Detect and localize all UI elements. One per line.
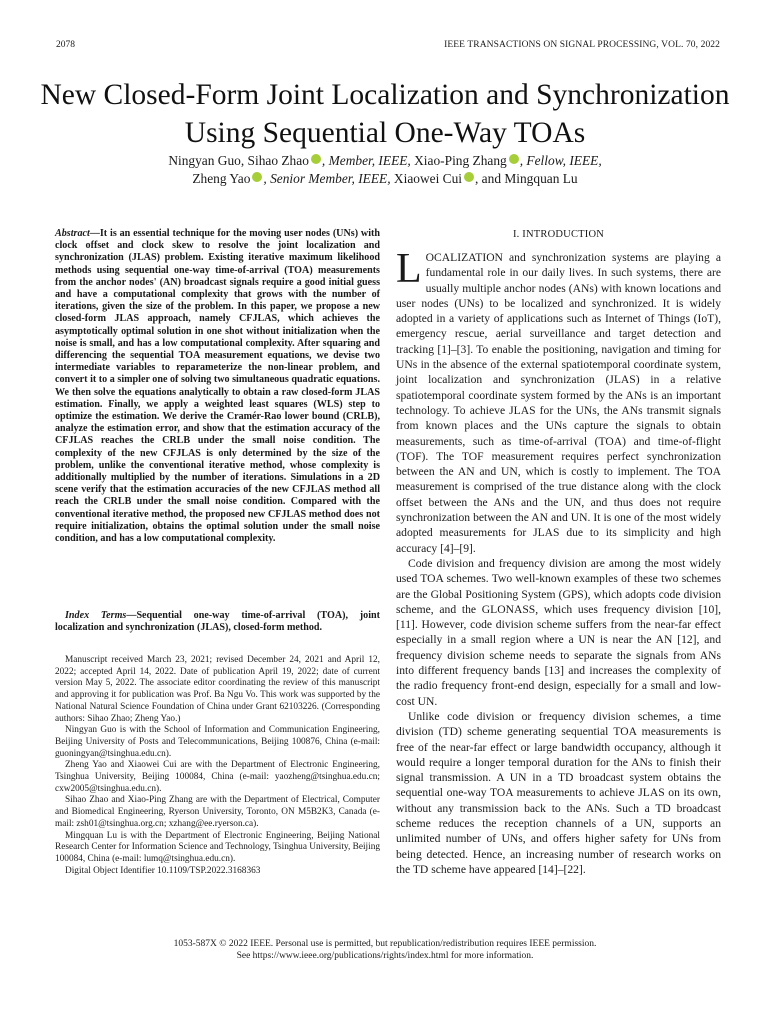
footnote: Ningyan Guo is with the School of Information and Communication Engineering, Beijing University of Posts and Telecommunications, Beijing 100876, China (e-mail: guoningyan@tsinghua.edu.cn). [55, 725, 380, 759]
footnote: Manuscript received March 23, 2021; revised December 24, 2021 and April 12, 2022; accepted April 14, 2022. Date of publication April 19, 2022; date of current version May 5, 2022. The associate editor coordinating the review of this manuscript and approving it for publication was Prof. Ba Ngu Vo. This work was supported by the National Natural Science Foundation of China under Grant 62103226. (Corresponding authors: Sihao Zhao; Zheng Yao.) [55, 655, 380, 724]
copyright-line: See https://www.ieee.org/publications/rights/index.html for more information. [236, 951, 534, 961]
copyright-notice [60, 938, 710, 962]
index-terms [55, 610, 380, 634]
author-list [60, 152, 710, 188]
footnote: Sihao Zhao and Xiao-Ping Zhang are with the Department of Electrical, Computer and Biomedical Engineering, Ryerson University, Toronto, ON M5B2K3, Canada (e-mail: zsh01@tsinghua.org.cn; xzhang@ee.ryerson.ca). [55, 795, 380, 829]
author-role: , Fellow, IEEE, [519, 153, 602, 168]
index-terms-text: —Sequential one-way time-of-arrival (TOA), joint localization and synchronization (JLAS), closed-form method. [55, 610, 380, 634]
footnote: Zheng Yao and Xiaowei Cui are with the Department of Electronic Engineering, Tsinghua University, Beijing 100084, China (e-mail: yaozheng@tsinghua.edu.cn; cxw2005@tsinghua.edu.cn). [55, 760, 380, 794]
journal-header: IEEE TRANSACTIONS ON SIGNAL PROCESSING, VOL. 70, 2022 [444, 40, 720, 50]
author-role: , Member, IEEE, [321, 153, 411, 168]
author-names: Ningyan Guo, Sihao Zhao [168, 153, 309, 168]
footnotes [55, 655, 380, 877]
paragraph [396, 246, 721, 556]
copyright-line: 1053-587X © 2022 IEEE. Personal use is permitted, but republication/redistribution requires IEEE permission. [173, 939, 597, 949]
paragraph: Code division and frequency division are among the most widely used TOA schemes. Two well-known examples of these two schemes are the Global Positioning System (GPS), which adopts code division scheme, and the GLONASS, which uses frequency division [10], [11]. However, code division scheme suffers from the near-far effect especially in a small region where a UN is near the AN [12], and frequency division scheme needs to separate the signals from ANs into different frequency bands [13] and increases the complexity of the radio frequency front-end design, especially for a small and low-cost UN. [396, 556, 721, 708]
footnote: Mingquan Lu is with the Department of Electronic Engineering, Beijing National Research Center for Information Science and Technology, Tsinghua University, Beijing 100084, China (e-mail: lumq@tsinghua.edu.cn). [55, 830, 380, 864]
author-names: Xiao-Ping Zhang [410, 153, 507, 168]
author-names: Zheng Yao [192, 171, 251, 186]
author-role: , Senior Member, IEEE, [263, 171, 391, 186]
footnote: Digital Object Identifier 10.1109/TSP.2022.3168363 [65, 865, 261, 876]
orcid-icon[interactable] [311, 154, 321, 164]
orcid-icon[interactable] [252, 172, 262, 182]
paragraph-text: OCALIZATION and synchronization systems are playing a fundamental role in our daily lives. In such systems, there are usually multiple anchor nodes (ANs) with known locations and user nodes (UNs) to be localized and synchronized. It is widely adopted in a variety of applications such as Internet of Things (IoT), emergency rescue, aerial surveillance and target detection and tracking [1]–[3]. To enable the positioning, navigation and timing for UNs in the absence of the external spatiotemporal coordinate system, joint localization and synchronization (JLAS) in a relative spatiotemporal coordinate system formed by the ANs is an important technology. To achieve JLAS for the UNs, the ANs transmit signals from known places and the UNs capture the signals to obtain measurements, such as time-of-arrival (TOA) and time-of-flight (TOF). The TOF measurement requires perfect synchronization between the AN and UN, which is costly to implement. The TOA measurement is comprised of the true distance along with the clock offset between the ANs and the UN, and thus does not require synchronization between the AN and UN. It is one of the most widely adopted measurements for JLAS due to its simplicity and high accuracy [4]–[9]. [396, 251, 721, 555]
abstract [55, 228, 380, 545]
abstract-label: Abstract [55, 228, 90, 239]
introduction-body [396, 246, 721, 877]
paper-title: New Closed-Form Joint Localization and Synchronization Using Sequential One-Way TOAs [40, 79, 730, 149]
author-names: Xiaowei Cui [390, 171, 462, 186]
page-number: 2078 [56, 40, 75, 50]
abstract-text: —It is an essential technique for the moving user nodes (UNs) with clock offset and clock skew to resolve the joint localization and synchronization (JLAS) problem. Existing iterative maximum likelihood methods using sequential one-way time-of-arrival (TOA) measurements from the anchor nodes' (AN) broadcast signals require a good initial guess and have a computational complexity that grows with the number of iterations, given the size of the problem. In this paper, we propose a new closed-form JLAS approach, namely CFJLAS, which achieves the asymptotically optimal solution in one shot without initialization when the noise is small, and has a low computational complexity. After squaring and differencing the sequential TOA measurement equations, we devise two intermediate variables to reparameterize the non-linear problem, and convert it to a simpler one of solving two simultaneous quadratic equations. We then solve the equations analytically to obtain a raw closed-form JLAS estimation. Finally, we apply a weighted least squares (WLS) step to optimize the estimation. We derive the Cramér-Rao lower bound (CRLB), analyze the estimation error, and show that the estimation accuracy of the CFJLAS reaches the CRLB under the small noise condition. The complexity of the new CFJLAS is only determined by the size of the problem, unlike the conventional iterative method, whose complexity is additionally multiplied by the number of iterations. Simulations in a 2D scene verify that the estimation accuracies of the new CFJLAS method all reach the CRLB under the small noise condition. Compared with the conventional iterative method, the proposed new CFJLAS method does not require initialization, obtains the optimal solution under the small noise condition, and has a low computational complexity. [55, 228, 380, 545]
index-terms-label: Index Terms [65, 610, 127, 621]
orcid-icon[interactable] [464, 172, 474, 182]
orcid-icon[interactable] [509, 154, 519, 164]
author-names: , and Mingquan Lu [474, 171, 578, 186]
section-heading: I. INTRODUCTION [512, 229, 605, 240]
drop-cap: L [396, 246, 422, 292]
paragraph: Unlike code division or frequency division schemes, a time division (TD) scheme generating sequential TOA measurements is free of the near-far effect or large bandwidth occupancy, although it would require a longer temporal duration for the ANs to finish their signal transmission. A UN in a TD broadcast system obtains the sequential one-way TOA measurements to achieve JLAS on its own, without any transmission back to the ANs. Such a TD broadcast scheme reduces the reception channels of a UN, supports an unlimited number of UNs, and offers higher safety for UNs from being detected. Hence, an increasing number of research works on the TD scheme have appeared [14]–[22]. [396, 709, 721, 876]
